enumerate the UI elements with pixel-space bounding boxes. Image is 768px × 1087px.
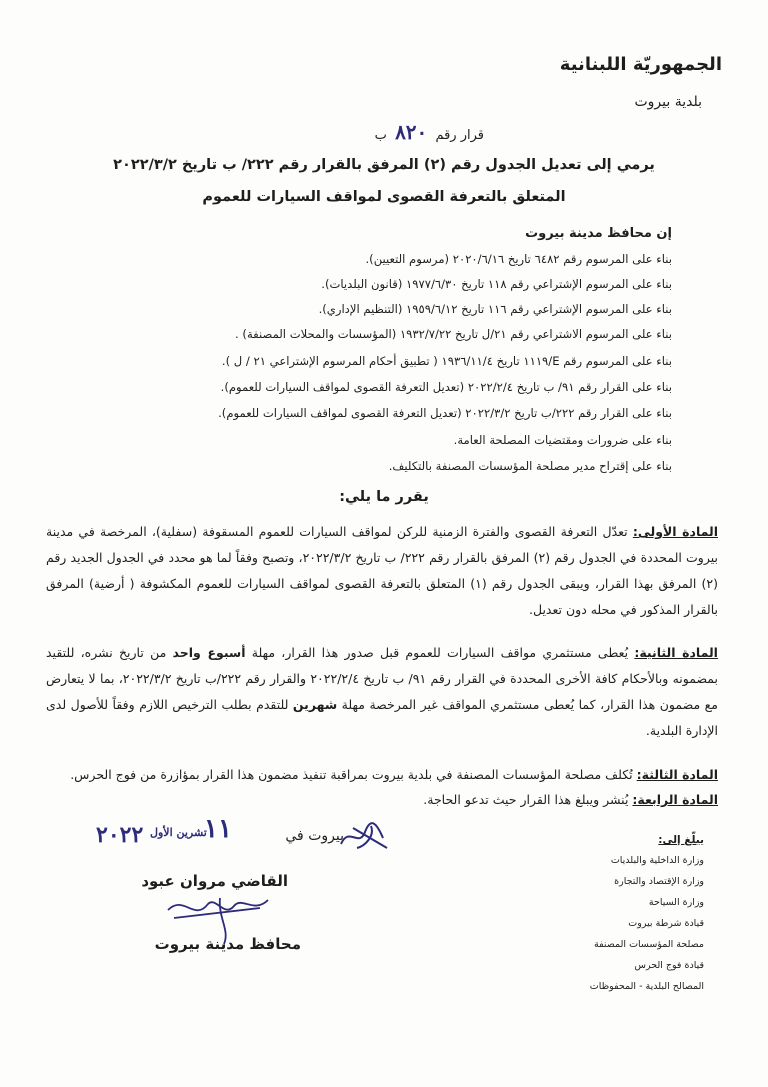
preamble-item: بناء على المرسوم رقم ٦٤٨٢ تاريخ ٢٠٢٠/٦/١٦ (مرسوم التعيين). [365, 252, 672, 266]
article-4-text: يُنشر ويبلغ هذا القرار حيث تدعو الحاجة. [423, 792, 629, 807]
preamble-item: بناء على ضرورات ومقتضيات المصلحة العامة. [453, 433, 672, 447]
republic-heading: الجمهوريّة اللبنانية [559, 54, 722, 75]
article-2-text-before: يُعطى مستثمري مواقف السيارات للعموم قبل صدور هذا القرار، مهلة [245, 645, 629, 660]
article-3-label: المادة الثالثة: [636, 767, 718, 782]
decision-number-label: قرار رقم [435, 128, 484, 143]
signature-place: بيروت في [285, 828, 344, 844]
recipient-item: مصلحة المؤسسات المصنفة [594, 939, 704, 950]
article-2-bold-months: شهرين [292, 697, 338, 712]
article-2 [46, 640, 718, 744]
preamble-item: بناء على المرسوم الإشتراعي رقم ١١٦ تاريخ ١٩٥٩/٦/١٢ (التنظيم الإداري). [318, 302, 672, 316]
article-1-text: تعدّل التعرفة القصوى والفترة الزمنية للركن لمواقف السيارات للعموم المسقوفة (سفلية)، المرخصة في مدينة بيروت المحددة في الجدول رقم (٢) المرفق بالقرار رقم ٢٢٢/ ب تاريخ ٢٠٢٢/٣/٢، وتصبح وفقاً لما هو محدد في الجدول الجديد رقم (٢) المرفق بهذا القرار، ويبقى الجدول رقم (١) المتعلق بالتعرفة القصوى لمواقف السيارات للعموم المكشوفة ( أرضية) المرفق بالقرار المذكور في محله دون تعديل. [46, 524, 718, 617]
recipient-item: قيادة شرطة بيروت [628, 918, 704, 929]
article-4-label: المادة الرابعة: [632, 792, 718, 807]
municipality-heading: بلدية بيروت [634, 94, 702, 110]
article-2-bold-week: أسبوع واحد [172, 645, 246, 660]
recipient-item: قيادة فوج الحرس [634, 960, 704, 971]
recipient-item: وزارة السياحة [648, 897, 704, 908]
preamble-item: بناء على المرسوم الإشتراعي رقم ١١٨ تاريخ ١٩٧٧/٦/٣٠ (قانون البلديات). [321, 277, 672, 291]
signature-date-month: تشرين الأول [150, 826, 207, 839]
recipient-item: وزارة الإقتصاد والتجارة [614, 876, 704, 887]
preamble-item: بناء على إقتراح مدير مصلحة المؤسسات المصنفة بالتكليف. [388, 459, 672, 473]
article-2-text-after: للتقدم بطلب الترخيص اللازم وفقاً للأصول لدى الإدارة البلدية. [46, 697, 718, 738]
decision-subject-line2: المتعلق بالتعرفة القصوى لمواقف السيارات للعموم [202, 189, 566, 205]
authority-line: إن محافظ مدينة بيروت [525, 226, 672, 241]
decision-subject-line1: يرمي إلى تعديل الجدول رقم (٢) المرفق بالقرار رقم ٢٢٢/ ب تاريخ ٢٠٢٢/٣/٢ [113, 157, 655, 173]
decides-heading: يقرر ما يلي: [339, 489, 429, 505]
recipient-item: وزارة الداخلية والبلديات [610, 855, 704, 866]
initials-signature [335, 818, 395, 854]
recipient-item: المصالح البلدية - المحفوظات [589, 981, 704, 992]
preamble-item: بناء على القرار رقم ٩١/ ب تاريخ ٢٠٢٢/٢/٤ (تعديل التعرفة القصوى لمواقف السيارات للعموم). [220, 380, 672, 394]
official-name: القاضي مروان عبود [141, 872, 288, 890]
article-3-text: تُكلف مصلحة المؤسسات المصنفة في بلدية بيروت بمراقبة تنفيذ مضمون هذا القرار بمؤازرة من فوج الحرس. [70, 767, 633, 782]
article-1 [46, 519, 718, 623]
article-3 [46, 762, 718, 788]
article-4 [46, 787, 718, 813]
article-2-label: المادة الثانية: [634, 645, 718, 660]
decision-number [344, 120, 484, 144]
article-2-text-middle: من تاريخ نشره، للتقيد بمضمونه وبالأحكام كافة الأخرى المحددة في القرار رقم ٩١/ ب تاريخ ٢٠٢٢/٢/٤ والقرار رقم ٢٢٢/ب تاريخ ٢٠٢٢/٣/٢، بما لا يتعارض مع مضمون هذا القرار، كما يُعطى مستثمري المواقف غير المرخصة مهلة [46, 645, 718, 712]
article-1-label: المادة الأولى: [632, 524, 718, 539]
preamble-item: بناء على القرار رقم ٢٢٢/ب تاريخ ٢٠٢٢/٣/٢ (تعديل التعرفة القصوى لمواقف السيارات للعموم). [218, 406, 672, 420]
signature-date-day: ١١ [204, 814, 232, 844]
official-title: محافظ مدينة بيروت [154, 935, 301, 953]
recipients-title: يبلّغ إلى: [658, 834, 704, 846]
preamble-item: بناء على المرسوم رقم E/١١١٩ تاريخ ١٩٣٦/١١/٤ ( تطبيق أحكام المرسوم الإشتراعي ٢١ / ل ). [221, 354, 672, 368]
preamble-item: بناء على المرسوم الاشتراعي رقم ٢١/ل تاريخ ١٩٣٢/٧/٢٢ (المؤسسات والمحلات المصنفة) . [235, 327, 672, 341]
signature-date-year: ٢٠٢٢ [96, 822, 144, 848]
decision-number-handwritten: ٨٢٠ [395, 120, 428, 144]
decision-number-suffix: ب [374, 128, 387, 143]
